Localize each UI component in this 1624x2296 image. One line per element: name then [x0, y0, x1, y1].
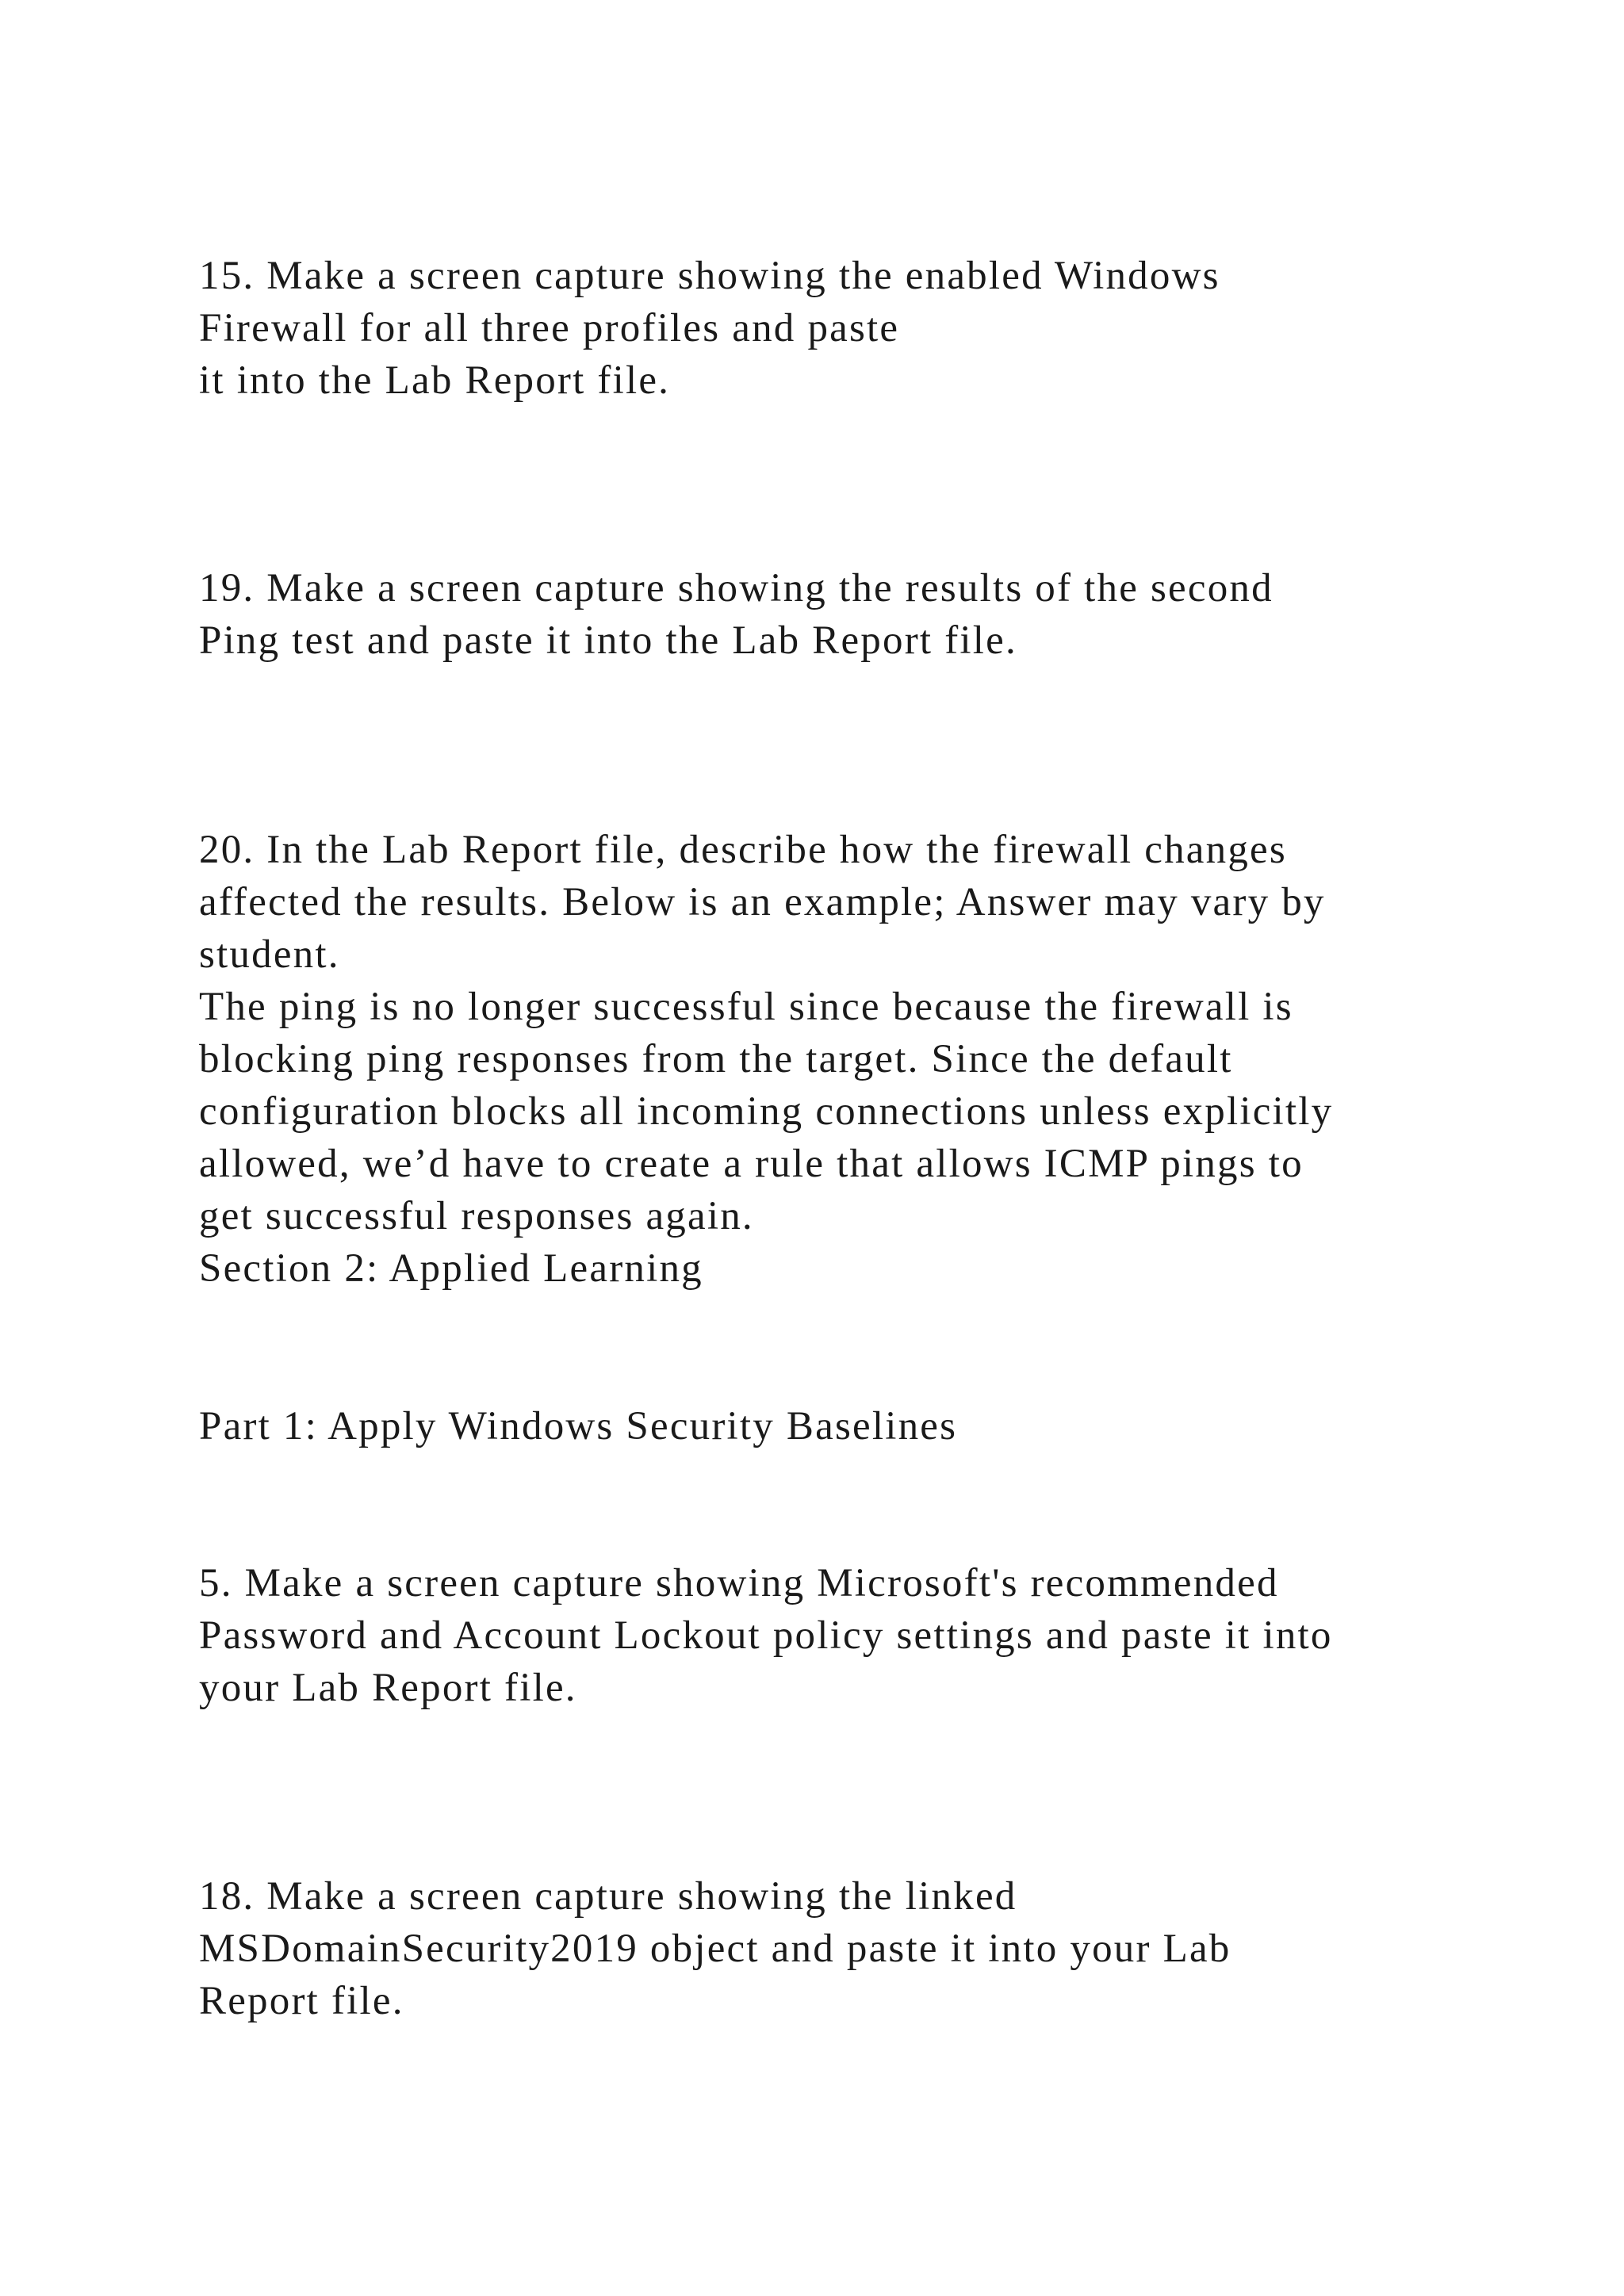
answer-line-3: configuration blocks all incoming connections unless explicitly [199, 1089, 1334, 1134]
item-19-line-1: 19. Make a screen capture showing the results of the second [199, 566, 1274, 610]
answer-line-4: allowed, we’d have to create a rule that allows ICMP pings to [199, 1142, 1304, 1186]
answer-line-1: The ping is no longer successful since because the firewall is [199, 985, 1293, 1029]
item-18-line-2: MSDomainSecurity2019 object and paste it into your Lab [199, 1927, 1231, 1971]
item-5-line-2: Password and Account Lockout policy settings and paste it into [199, 1613, 1333, 1658]
item-20-line-3: student. [199, 932, 340, 977]
item-15-line-2: Firewall for all three profiles and paste [199, 306, 900, 350]
item-5-line-1: 5. Make a screen capture showing Microsoft's recommended [199, 1561, 1279, 1605]
answer-line-5: get successful responses again. [199, 1194, 754, 1238]
item-15-line-3: it into the Lab Report file. [199, 358, 671, 403]
part-heading: Part 1: Apply Windows Security Baselines [199, 1404, 958, 1448]
item-15-line-1: 15. Make a screen capture showing the enabled Windows [199, 254, 1220, 298]
item-18-line-1: 18. Make a screen capture showing the linked [199, 1874, 1017, 1919]
item-18-line-3: Report file. [199, 1979, 404, 2023]
item-5-line-3: your Lab Report file. [199, 1666, 577, 1710]
item-20-line-1: 20. In the Lab Report file, describe how the firewall changes [199, 828, 1287, 872]
answer-line-2: blocking ping responses from the target. Since the default [199, 1037, 1233, 1081]
section-heading: Section 2: Applied Learning [199, 1246, 703, 1291]
item-20-line-2: affected the results. Below is an example; Answer may vary by [199, 880, 1326, 924]
item-19-line-2: Ping test and paste it into the Lab Report file. [199, 618, 1017, 663]
